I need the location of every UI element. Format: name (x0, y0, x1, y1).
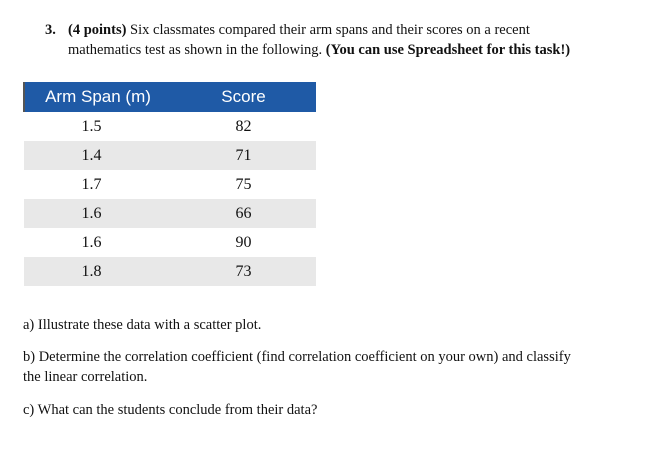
table-row (24, 228, 316, 257)
part-b (23, 347, 623, 387)
arm-span-cell: 1.8 (24, 257, 171, 286)
arm-span-cell: 1.4 (24, 141, 171, 170)
question-text-line2: mathematics test as shown in the following. (68, 42, 323, 58)
part-b-line2: the linear correlation. (23, 369, 148, 385)
question-line2 (45, 40, 645, 60)
question-points: (4 points) (68, 22, 127, 38)
arm-span-cell: 1.7 (24, 170, 171, 199)
arm-span-cell: 1.6 (24, 228, 171, 257)
table-row (24, 170, 316, 199)
score-cell: 73 (171, 257, 316, 286)
question-prompt (45, 20, 645, 60)
table-row (24, 141, 316, 170)
table-header-row (24, 82, 316, 112)
arm-span-cell: 1.5 (24, 112, 171, 141)
header-arm-span: Arm Span (m) (24, 82, 171, 112)
score-cell: 75 (171, 170, 316, 199)
score-cell: 66 (171, 199, 316, 228)
table-row (24, 257, 316, 286)
question-text-line1: Six classmates compared their arm spans and their scores on a recent (130, 22, 530, 38)
arm-span-cell: 1.6 (24, 199, 171, 228)
score-cell: 82 (171, 112, 316, 141)
part-c: c) What can the students conclude from their data? (23, 402, 318, 418)
part-a: a) Illustrate these data with a scatter plot. (23, 317, 262, 333)
question-number: 3. (45, 22, 56, 38)
data-table (23, 82, 316, 286)
table-row (24, 112, 316, 141)
score-cell: 71 (171, 141, 316, 170)
table-row (24, 199, 316, 228)
header-score: Score (171, 82, 316, 112)
score-cell: 90 (171, 228, 316, 257)
part-b-line1: b) Determine the correlation coefficient (find correlation coefficient on your own) and classify (23, 349, 571, 365)
spreadsheet-note: (You can use Spreadsheet for this task!) (325, 42, 571, 58)
